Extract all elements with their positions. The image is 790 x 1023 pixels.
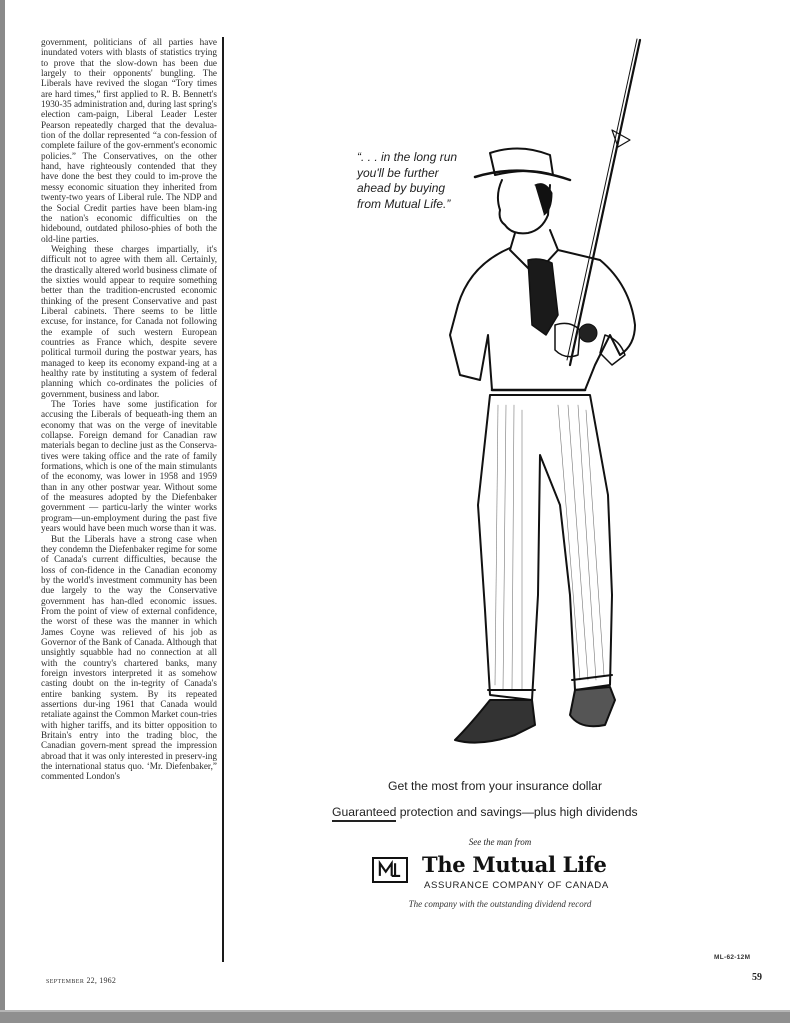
issue-date	[46, 976, 116, 985]
man-with-fishing-rod-illustration	[440, 35, 670, 755]
fishing-rod	[570, 40, 640, 365]
quote-line: from Mutual Life.”	[357, 196, 451, 211]
ad-code: ML-62-12M	[714, 954, 751, 961]
left-shoe	[455, 700, 535, 743]
page-bottom-border	[0, 1010, 790, 1023]
see-man-text: See the man from	[468, 837, 532, 847]
subline-rest: protection and savings—plus high dividends	[396, 805, 638, 819]
article-paragraph: Weighing these charges impartially, it's difficult not to agree with them all. Certainly, the drastically altered world business climate of the sixties would appear to require something better than the tradition-encrusted economic thinking of the present Conservative and past Liberal cabinets. There seems to be little excuse, for instance, for Canada not following the example of such western European countries as France which, despite severe political turmoil during the postwar years, has managed to keep its economy expand-ing at a healthy rate by instituting a system of federal planning which co-ordinates the policies of government, business and labor.	[41, 243, 217, 399]
page-number: 59	[752, 972, 762, 983]
brand-subtitle: ASSURANCE COMPANY OF CANADA	[424, 880, 609, 891]
article-column	[41, 37, 217, 782]
guaranteed-underlined: Guaranteed	[332, 805, 396, 822]
article-paragraph: The Tories have some justification for accusing the Liberals of bequeath-ing them an economy that was on the verge of inevitable collapse. Foreign demand for Canadian raw materials began to decline just as the Conserva-tives were taking office and the rate of family formations, which is one of the main stimulants of the economy, was lower in 1958 and 1959 than in any other postwar year. Without some of the measures adopted by the Diefenbaker government — particu-larly the winter works program—un-employment during the past five years would have been much worse than it was.	[41, 399, 217, 534]
trousers	[478, 395, 612, 700]
page-left-border	[0, 0, 5, 1023]
article-paragraph: government, politicians of all parties have inundated voters with blasts of statistics trying to prove that the slow-down has been due largely to their opponents' bungling. The Liberals have revived the slogan “Tory times are hard times,” first applied to R. B. Bennett's 1930-35 administration and, during last spring's election cam-paign, Liberal Leader Lester Pearson repeatedly charged that the devalua-tion of the dollar represented “a con-fession of complete failure of the gov-ernment's economic policies.” The Conservatives, on the other hand, have righteously contended that they have done the best they could to im-prove the messy economic situation they inherited from twenty-two years of Liberal rule. The NDP and the Social Credit parties have been blam-ing the nation's economic difficulties on the hidebound, outdated philoso-phies of both the old-line parties.	[41, 37, 217, 244]
fishing-reel	[579, 324, 597, 342]
issue-month: SEPTEMBER	[46, 979, 85, 985]
ad-tagline: Get the most from your insurance dollar	[387, 779, 603, 793]
brand-motto: The company with the outstanding dividend record	[408, 899, 592, 909]
ad-subline	[332, 805, 672, 819]
article-paragraph: But the Liberals have a strong case when they condemn the Diefenbaker regime for some of Canada's current difficulties, because the loss of con-fidence in the Canadian economy by the world's investment community has been due largely to the way the Conservative government has han-dled economic issues. From the point of view of external confidence, the worst of these was the manner in which James Coyne was relieved of his job as Governor of the Bank of Canada. Although that unsightly squabble had no connection at all with the country's chartered banks, many foreign investors interpreted it as somehow casting doubt on the in-tegrity of Canada's entire banking system. By its repeated assertions dur-ing 1961 that Canada would retaliate against the Common Market coun-tries with higher tariffs, and its bitter opposition to Britain's entry into the trading bloc, the Canadian govern-ment spread the impression abroad that it was only interested in preserv-ing the international status quo. ‘Mr. Diefenbaker,” commented London's	[41, 533, 217, 782]
dark-sweater	[528, 259, 558, 335]
brand-name: The Mutual Life	[422, 852, 607, 877]
quote-line: you'll be further	[357, 165, 439, 180]
right-shoe	[570, 687, 615, 726]
mutual-life-logo-icon	[372, 857, 408, 883]
quote-line: ahead by buying	[357, 181, 446, 195]
column-divider	[222, 37, 224, 962]
quote-line: “. . . in the long run	[357, 150, 458, 164]
issue-day-year: 22, 1962	[84, 976, 117, 985]
